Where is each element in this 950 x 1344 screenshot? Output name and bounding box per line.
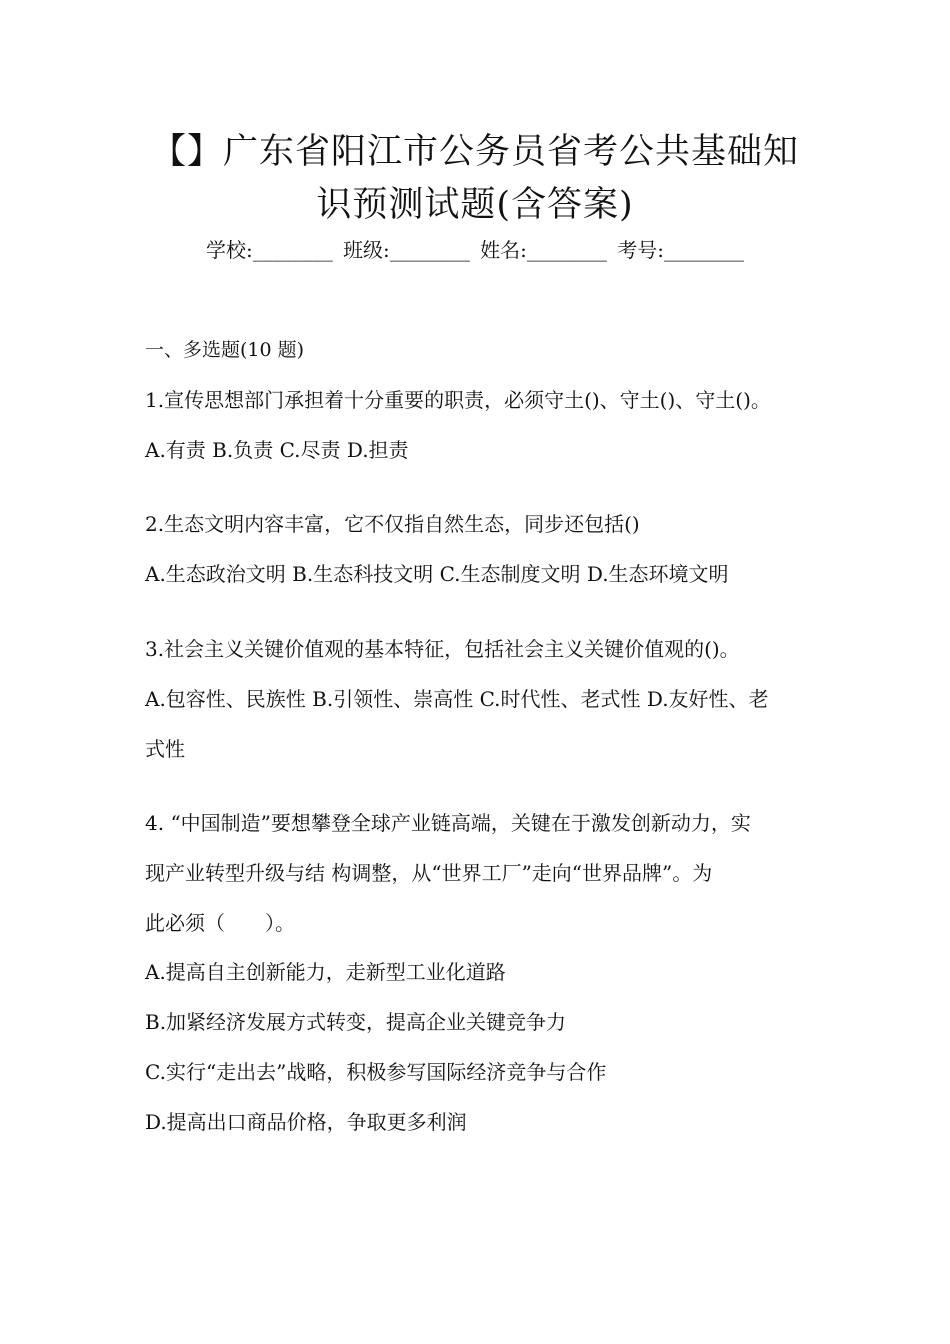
document-title-line-1: 【】广东省阳江市公务员省考公共基础知: [150, 132, 799, 172]
school-label: 学校:: [205, 238, 253, 262]
section-title: 一、多选题(10 题): [145, 339, 305, 361]
exam-number-field: [617, 238, 744, 262]
question-4-option-a: A.提高自主创新能力，走新型工业化道路: [145, 960, 506, 984]
school-blank: ________: [252, 238, 333, 262]
question-2-options: A.生态政治文明 B.生态科技文明 C.生态制度文明 D.生态环境文明: [145, 562, 729, 586]
document-title-line-2: 识预测试题(含答案): [316, 185, 634, 225]
question-4-option-d: D.提高出口商品价格，争取更多利润: [145, 1110, 467, 1134]
exam-number-blank: ________: [664, 238, 745, 262]
class-blank: ________: [389, 238, 470, 262]
student-info-line: [140, 234, 810, 266]
question-4-option-c: C.实行“走出去”战略，积极参写国际经济竞争与合作: [145, 1060, 607, 1084]
question-3-stem: 3.社会主义关键价值观的基本特征，包括社会主义关键价值观的()。: [145, 637, 740, 661]
question-4-option-b: B.加紧经济发展方式转变，提高企业关键竞争力: [145, 1010, 567, 1034]
question-4-stem-line-3: 此必须（ ）。: [145, 911, 295, 935]
question-3-options-continued: 式性: [145, 737, 185, 761]
question-1-options: A.有责 B.负责 C.尽责 D.担责: [145, 438, 409, 462]
question-4-stem-line-2: 现产业转型升级与结 构调整，从“世界工厂”走向“世界品牌”。为: [145, 861, 713, 885]
class-field: [343, 238, 470, 262]
name-field: [480, 238, 607, 262]
exam-number-label: 考号:: [617, 238, 665, 262]
name-label: 姓名:: [480, 238, 527, 262]
name-blank: ________: [526, 238, 607, 262]
question-1-stem: 1.宣传思想部门承担着十分重要的职责，必须守土()、守土()、守土()。: [145, 388, 771, 412]
question-2-stem: 2.生态文明内容丰富，它不仅指自然生态，同步还包括(): [145, 512, 640, 536]
class-label: 班级:: [343, 238, 390, 262]
question-3-options: A.包容性、民族性 B.引领性、崇高性 C.时代性、老式性 D.友好性、老: [145, 687, 769, 711]
question-4-stem-line-1: 4. “中国制造”要想攀登全球产业链高端，关键在于激发创新动力，实: [145, 811, 751, 835]
school-field: [206, 238, 333, 262]
